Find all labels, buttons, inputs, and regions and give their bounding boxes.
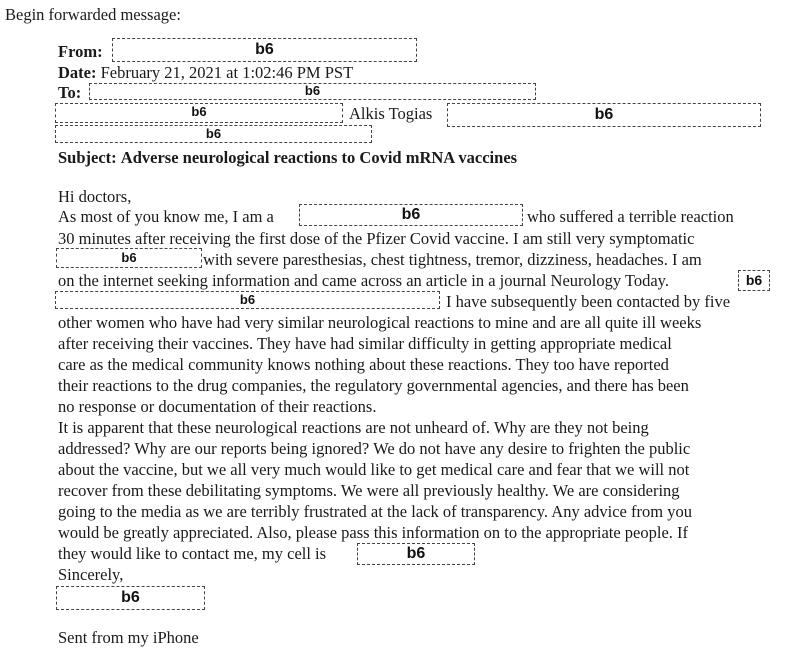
redaction-box: b6 — [56, 248, 202, 268]
subject-line — [58, 148, 517, 167]
redaction-box: b6 — [56, 586, 205, 610]
redaction-box: b6 — [55, 103, 343, 123]
body-line: with severe paresthesias, chest tightness, tremor, dizziness, headaches. I am — [203, 250, 702, 269]
body-line: their reactions to the drug companies, the regulatory governmental agencies, and there has been — [58, 376, 689, 395]
to-label: To: — [58, 83, 82, 102]
from-label: From: — [58, 42, 103, 61]
body-line: they would like to contact me, my cell is — [58, 544, 327, 563]
body-line: As most of you know me, I am a — [58, 207, 274, 226]
body-line: who suffered a terrible reaction — [527, 207, 734, 226]
body-line: on the internet seeking information and came across an article in a journal Neurology Today. — [58, 271, 669, 290]
redaction-box: b6 — [89, 83, 536, 100]
body-line: care as the medical community knows nothing about these reactions. They too have reported — [58, 355, 669, 374]
redaction-box: b6 — [447, 103, 761, 127]
body-line: other women who have had very similar neurological reactions to mine and are all quite ill weeks — [58, 313, 702, 332]
subject-label: Subject: — [58, 148, 117, 167]
body-line: I have subsequently been contacted by five — [446, 292, 731, 311]
date-label: Date: — [58, 63, 97, 82]
forwarded-intro: Begin forwarded message: — [5, 5, 181, 24]
body-line: after receiving their vaccines. They have had similar difficulty in getting appropriate medical — [58, 334, 672, 353]
redaction-box: b6 — [357, 543, 475, 565]
redaction-box: b6 — [55, 125, 372, 143]
body-line: It is apparent that these neurological reactions are not unheard of. Why are they not being — [58, 418, 649, 437]
body-line: recover from these debilitating symptoms. We were all previously healthy. We are considering — [58, 481, 680, 500]
date-line — [58, 63, 353, 82]
greeting: Hi doctors, — [58, 187, 132, 206]
redaction-box: b6 — [55, 291, 440, 309]
body-line: no response or documentation of their reactions. — [58, 397, 377, 416]
body-line: 30 minutes after receiving the first dose of the Pfizer Covid vaccine. I am still very symptomatic — [58, 229, 695, 248]
body-line: about the vaccine, but we all very much would like to get medical care and fear that we will not — [58, 460, 690, 479]
redaction-box: b6 — [112, 38, 417, 62]
signature: Sent from my iPhone — [58, 628, 199, 647]
to-recipient-name: Alkis Togias — [349, 104, 433, 123]
redaction-box: b6 — [738, 270, 770, 291]
body-line: addressed? Why are our reports being ignored? We do not have any desire to frighten the public — [58, 439, 691, 458]
subject-value: Adverse neurological reactions to Covid mRNA vaccines — [120, 148, 518, 167]
closing: Sincerely, — [58, 565, 124, 584]
date-value: February 21, 2021 at 1:02:46 PM PST — [100, 63, 354, 82]
body-line: going to the media as we are terribly frustrated at the lack of transparency. Any advice from you — [58, 502, 692, 521]
redaction-box: b6 — [299, 204, 523, 226]
body-line: would be greatly appreciated. Also, please pass this information on to the appropriate people. If — [58, 523, 689, 542]
